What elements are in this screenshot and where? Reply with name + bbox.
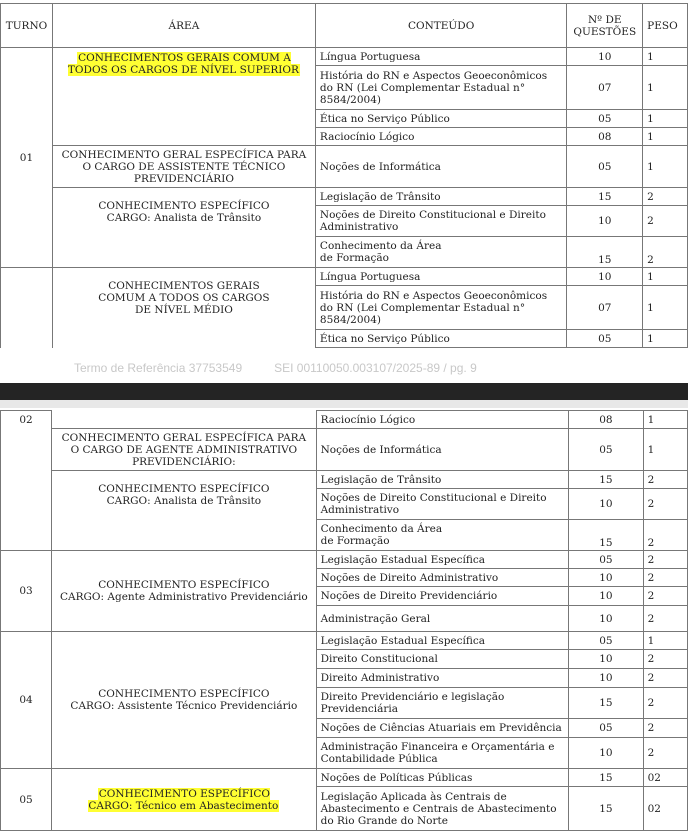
questoes-cell: 05	[569, 632, 643, 650]
questoes-cell: 10	[569, 569, 643, 587]
area-line: CONHECIMENTO ESPECÍFICO	[98, 579, 270, 591]
peso-cell: 2	[643, 738, 687, 769]
area-line: CONHECIMENTO ESPECÍFICO	[98, 787, 270, 800]
peso-cell: 2	[643, 650, 687, 669]
peso-cell: 1	[643, 110, 688, 128]
peso-cell: 02	[643, 787, 687, 831]
header-questoes-line2: QUESTÕES	[573, 25, 637, 38]
questoes-cell: 15	[569, 471, 643, 489]
area-line: CONHECIMENTO ESPECÍFICO	[98, 688, 270, 700]
conteudo-text: Conhecimento da Área de Formação	[319, 240, 442, 264]
questoes-cell: 10	[569, 489, 643, 520]
conteudo-text: Conhecimento da Área de Formação	[320, 523, 443, 547]
conteudo-cell: Administração Financeira e Orçamentária e Contabilidade Pública	[316, 738, 569, 769]
area-line: CONHECIMENTO ESPECÍFICO	[98, 200, 270, 212]
questoes-cell: 15	[569, 688, 643, 719]
area-line: CARGO: Analista de Trânsito	[106, 212, 262, 224]
conteudo-cell: Ética no Serviço Público	[315, 110, 566, 128]
exam-content-table-page-2	[0, 410, 688, 831]
conteudo-cell: Noções de Direito Previdenciário	[316, 587, 569, 606]
table-row	[1, 769, 688, 787]
conteudo-cell: Noções de Direito Constitucional e Direito Administrativo	[316, 489, 569, 520]
area-line: CARGO: Técnico em Abastecimento	[88, 799, 279, 812]
questoes-cell: 10	[569, 738, 643, 769]
conteudo-cell: Língua Portuguesa	[315, 48, 566, 66]
conteudo-cell: Legislação Aplicada às Centrais de Abastecimento e Centrais de Abastecimento do Rio Grande do Norte	[316, 787, 569, 831]
questoes-cell: 08	[569, 411, 643, 429]
conteudo-cell: Administração Geral	[316, 606, 569, 632]
area-cell	[52, 769, 316, 831]
peso-cell: 2	[643, 188, 688, 206]
conteudo-cell: Legislação de Trânsito	[316, 471, 569, 489]
header-conteudo: CONTEÚDO	[315, 4, 566, 48]
table-header-row	[1, 4, 688, 48]
area-cell	[52, 268, 315, 348]
turno-cell: 02	[1, 411, 52, 551]
peso-cell: 2	[643, 471, 687, 489]
table-row	[1, 551, 688, 569]
peso-cell: 1	[643, 411, 687, 429]
header-turno: TURNO	[1, 4, 53, 48]
conteudo-cell: Legislação de Trânsito	[315, 188, 566, 206]
conteudo-cell: Noções de Informática	[315, 146, 566, 188]
peso-cell: 2	[643, 237, 688, 268]
turno-cell: 03	[1, 551, 52, 632]
conteudo-cell: Raciocínio Lógico	[316, 411, 569, 429]
questoes-cell: 10	[569, 606, 643, 632]
conteudo-cell: Raciocínio Lógico	[315, 128, 566, 146]
area-line: CONHECIMENTOS GERAIS	[108, 280, 260, 292]
questoes-cell: 10	[569, 587, 643, 606]
area-line: CARGO: Assistente Técnico Previdenciário	[70, 700, 298, 712]
footer-ref: Termo de Referência 37753549	[74, 361, 243, 375]
questoes-cell: 15	[567, 237, 643, 268]
peso-cell: 1	[643, 330, 688, 348]
peso-cell: 2	[643, 206, 688, 237]
peso-cell: 2	[643, 606, 687, 632]
footer-sei: SEI 00110050.003107/2025-89 / pg. 9	[274, 361, 477, 375]
page-gap	[0, 400, 688, 408]
peso-cell: 2	[643, 551, 687, 569]
table-row	[1, 632, 688, 650]
area-line: COMUM A TODOS OS CARGOS	[98, 292, 270, 304]
area-cell	[52, 471, 316, 551]
questoes-cell: 08	[567, 128, 643, 146]
exam-content-table-page-1	[0, 3, 688, 348]
table-row	[1, 411, 688, 429]
table-row	[1, 429, 688, 471]
questoes-cell: 05	[567, 330, 643, 348]
conteudo-cell: Ética no Serviço Público	[315, 330, 566, 348]
questoes-cell: 10	[567, 206, 643, 237]
conteudo-cell: Legislação Estadual Específica	[316, 632, 569, 650]
conteudo-cell: Direito Previdenciário e legislação Previdenciária	[316, 688, 569, 719]
peso-cell: 1	[643, 128, 688, 146]
table-row	[1, 471, 688, 489]
conteudo-cell: História do RN e Aspectos Geoeconômicos do RN (Lei Complementar Estadual n° 8584/2004)	[315, 66, 566, 110]
area-line: CARGO: Analista de Trânsito	[106, 495, 262, 507]
peso-cell: 2	[643, 669, 687, 688]
questoes-cell: 05	[567, 146, 643, 188]
turno-cell	[1, 268, 53, 348]
peso-cell: 1	[643, 146, 688, 188]
header-area: ÁREA	[52, 4, 315, 48]
area-cell: CONHECIMENTO GERAL ESPECÍFICA PARA O CARGO DE AGENTE ADMINISTRATIVO PREVIDENCIÁRIO:	[52, 429, 316, 471]
area-cell	[52, 48, 315, 146]
questoes-cell: 15	[567, 188, 643, 206]
area-highlighted-text	[88, 788, 279, 812]
area-cell	[52, 411, 316, 429]
table-row	[1, 268, 688, 286]
header-questoes	[567, 4, 643, 48]
questoes-cell: 05	[569, 551, 643, 569]
questoes-cell: 05	[567, 110, 643, 128]
questoes-cell: 10	[569, 669, 643, 688]
conteudo-cell: Noções de Informática	[316, 429, 569, 471]
peso-cell: 1	[643, 268, 688, 286]
peso-cell: 2	[643, 489, 687, 520]
header-questoes-line1: Nº DE	[587, 13, 622, 26]
questoes-cell: 15	[569, 769, 643, 787]
turno-cell: 04	[1, 632, 52, 769]
conteudo-cell: Legislação Estadual Específica	[316, 551, 569, 569]
conteudo-cell: Noções de Políticas Públicas	[316, 769, 569, 787]
conteudo-cell: História do RN e Aspectos Geoeconômicos do RN (Lei Complementar Estadual n° 8584/2004)	[315, 286, 566, 330]
area-line: CARGO: Agente Administrativo Previdenciário	[60, 591, 308, 603]
conteudo-cell	[315, 237, 566, 268]
conteudo-cell: Direito Administrativo	[316, 669, 569, 688]
conteudo-cell: Noções de Direito Administrativo	[316, 569, 569, 587]
page-footer-watermark	[74, 361, 477, 375]
header-peso: PESO	[643, 4, 688, 48]
conteudo-cell: Noções de Direito Constitucional e Direito Administrativo	[315, 206, 566, 237]
peso-cell: 1	[643, 66, 688, 110]
conteudo-cell: Língua Portuguesa	[315, 268, 566, 286]
questoes-cell: 07	[567, 286, 643, 330]
page-break-band	[0, 383, 688, 400]
questoes-cell: 05	[569, 719, 643, 738]
questoes-cell: 07	[567, 66, 643, 110]
questoes-cell: 10	[569, 650, 643, 669]
area-cell	[52, 551, 316, 632]
questoes-cell: 10	[567, 268, 643, 286]
peso-cell: 1	[643, 286, 688, 330]
table-row	[1, 48, 688, 66]
peso-cell: 2	[643, 688, 687, 719]
peso-cell: 02	[643, 769, 687, 787]
turno-cell: 01	[1, 48, 53, 268]
questoes-cell: 05	[569, 429, 643, 471]
questoes-cell: 15	[569, 787, 643, 831]
peso-cell: 1	[643, 429, 687, 471]
area-line: DE NÍVEL MÉDIO	[134, 304, 233, 316]
questoes-cell: 15	[569, 520, 643, 551]
turno-cell: 05	[1, 769, 52, 831]
area-cell	[52, 188, 315, 268]
peso-cell: 2	[643, 520, 687, 551]
peso-cell: 1	[643, 632, 687, 650]
conteudo-cell	[316, 520, 569, 551]
table-row	[1, 188, 688, 206]
conteudo-cell: Direito Constitucional	[316, 650, 569, 669]
area-cell: CONHECIMENTO GERAL ESPECÍFICA PARA O CARGO DE ASSISTENTE TÉCNICO PREVIDENCIÁRIO	[52, 146, 315, 188]
peso-cell: 2	[643, 569, 687, 587]
questoes-cell: 10	[567, 48, 643, 66]
area-cell	[52, 632, 316, 769]
area-line: CONHECIMENTO ESPECÍFICO	[98, 483, 270, 495]
area-highlighted-text: CONHECIMENTOS GERAIS COMUM A TODOS OS CARGOS DE NÍVEL SUPERIOR	[67, 52, 299, 76]
peso-cell: 2	[643, 719, 687, 738]
peso-cell: 1	[643, 48, 688, 66]
conteudo-cell: Noções de Ciências Atuariais em Previdência	[316, 719, 569, 738]
table-row	[1, 146, 688, 188]
peso-cell: 2	[643, 587, 687, 606]
